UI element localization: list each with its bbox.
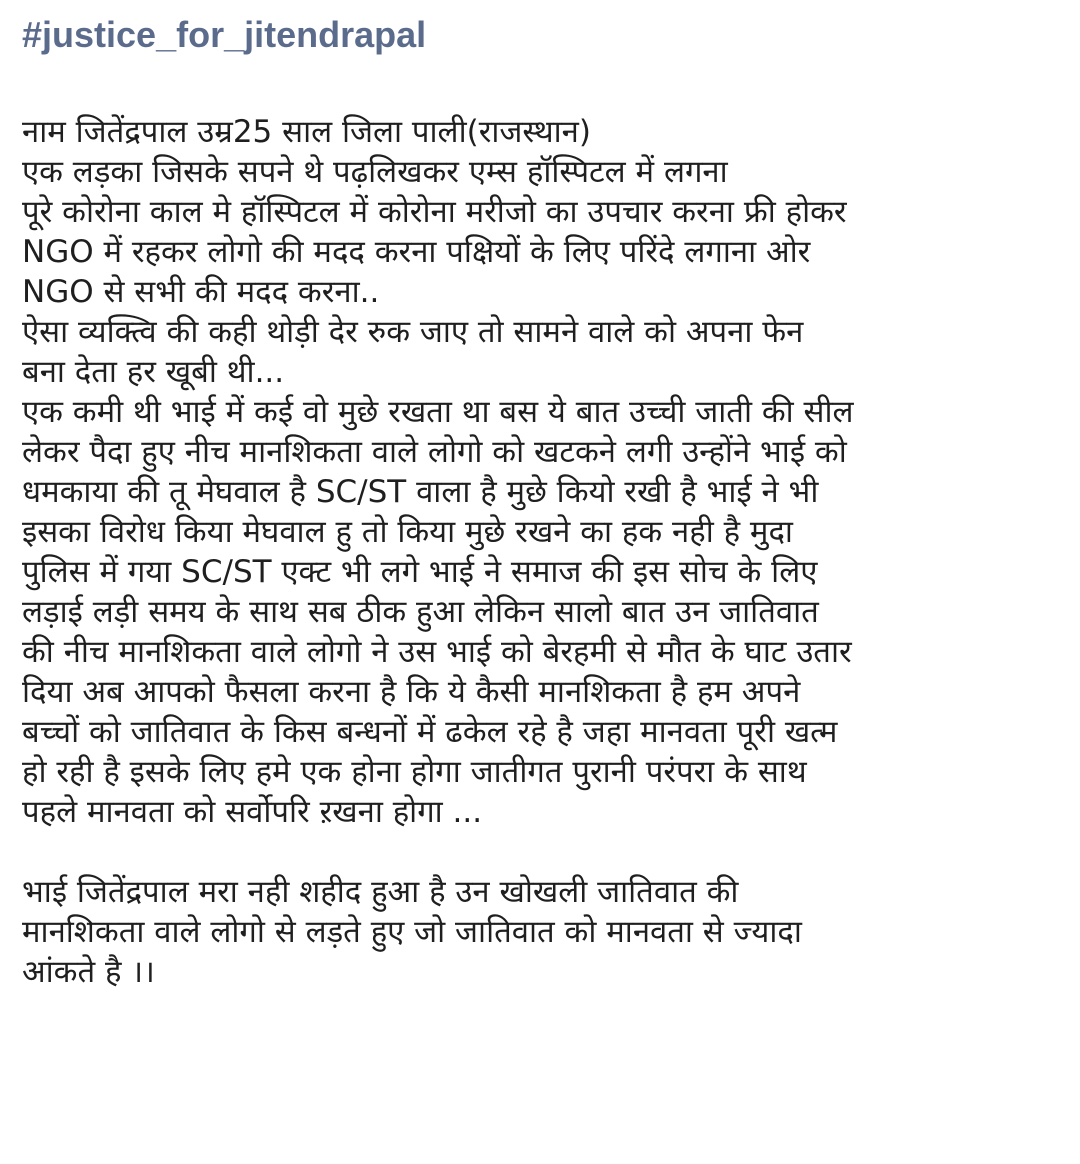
post-line: नाम जितेंद्रपाल उम्र25 साल जिला पाली(राजस्थान) — [22, 114, 591, 150]
post-line: दिया अब आपको फैसला करना है कि ये कैसी मानशिकता है हम अपने — [22, 674, 801, 710]
post-line: हो रही है इसके लिए हमे एक होना होगा जातीगत पुरानी परंपरा के साथ — [22, 754, 807, 790]
post-body — [22, 112, 1062, 992]
post-line: भाई जितेंद्रपाल मरा नही शहीद हुआ है उन खोखली जातिवात की — [22, 874, 739, 910]
post-line: आंकते है ।। — [22, 954, 155, 990]
paragraph-1 — [22, 112, 1062, 832]
post-line: एक लड़का जिसके सपने थे पढ़लिखकर एम्स हॉस्पिटल में लगना — [22, 154, 728, 190]
post-line: इसका विरोध किया मेघवाल हु तो किया मुछे रखने का हक नही है मुदा — [22, 514, 793, 550]
post-line: एक कमी थी भाई में कई वो मुछे रखता था बस ये बात उच्ची जाती की सील — [22, 394, 854, 430]
post-line: मानशिकता वाले लोगो से लड़ते हुए जो जातिवात को मानवता से ज्यादा — [22, 914, 802, 950]
post-line: लड़ाई लड़ी समय के साथ सब ठीक हुआ लेकिन सालो बात उन जातिवात — [22, 594, 819, 630]
post-line: की नीच मानशिकता वाले लोगो ने उस भाई को बेरहमी से मौत के घाट उतार — [22, 634, 852, 670]
post-line: पुलिस में गया SC/ST एक्ट भी लगे भाई ने समाज की इस सोच के लिए — [22, 554, 818, 590]
post-line: बच्चों को जातिवात के किस बन्धनों में ढकेल रहे है जहा मानवता पूरी खत्म — [22, 714, 838, 750]
post-line: ऐसा व्यक्त्वि की कही थोड़ी देर रुक जाए तो सामने वाले को अपना फेन — [22, 314, 804, 350]
post-line: पहले मानवता को सर्वोपरि ऱखना होगा ... — [22, 794, 483, 830]
paragraph-2 — [22, 872, 1062, 992]
hashtag-link[interactable]: #justice_for_jitendrapal — [22, 14, 427, 55]
post-line: NGO से सभी की मदद करना.. — [22, 274, 380, 310]
post-line: धमकाया की तू मेघवाल है SC/ST वाला है मुछे कियो रखी है भाई ने भी — [22, 474, 819, 510]
post-line: पूरे कोरोना काल मे हॉस्पिटल में कोरोना मरीजो का उपचार करना फ्री होकर — [22, 194, 847, 230]
post-line: बना देता हर खूबी थी... — [22, 354, 285, 390]
post-line: लेकर पैदा हुए नीच मानशिकता वाले लोगो को खटकने लगी उन्होंने भाई को — [22, 434, 847, 470]
post-line: NGO में रहकर लोगो की मदद करना पक्षियों के लिए परिंदे लगाना ओर — [22, 234, 811, 270]
paragraph-gap — [22, 832, 1062, 872]
